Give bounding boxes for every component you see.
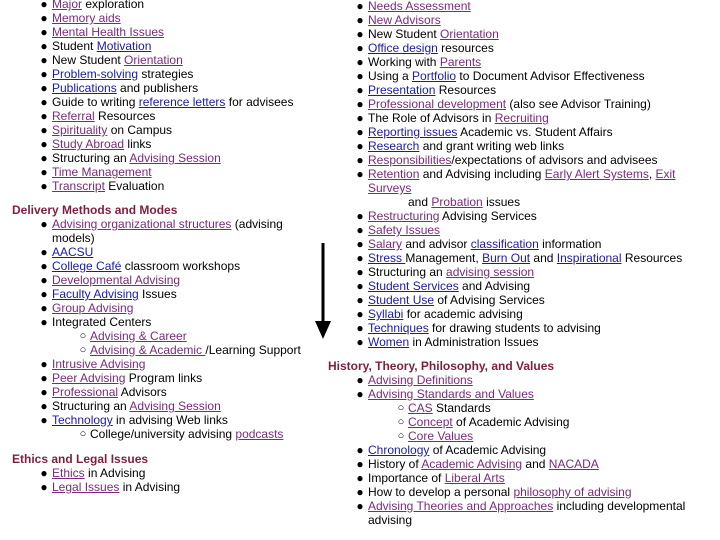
item-text: classroom workshops bbox=[121, 259, 241, 273]
list-item bbox=[0, 343, 320, 357]
item-link[interactable]: Exit Surveys bbox=[368, 167, 676, 195]
item-link[interactable]: Advising & Career bbox=[90, 329, 187, 343]
bullet-disc-icon: ● bbox=[40, 137, 48, 151]
item-link[interactable]: Concept bbox=[408, 415, 453, 429]
list-item bbox=[328, 111, 720, 125]
item-link[interactable]: Professional bbox=[52, 385, 119, 399]
item-text: on Campus bbox=[107, 123, 173, 137]
bullet-disc-icon: ● bbox=[40, 315, 48, 329]
list-item bbox=[328, 237, 720, 251]
item-text: Using a bbox=[368, 69, 413, 83]
list-item bbox=[0, 0, 320, 11]
right-list-d bbox=[328, 443, 720, 527]
item-text: links bbox=[124, 137, 152, 151]
list-item bbox=[0, 480, 320, 494]
bullet-disc-icon: ● bbox=[356, 373, 364, 387]
bullet-disc-icon: ● bbox=[356, 251, 364, 265]
list-item bbox=[0, 427, 320, 441]
item-link[interactable]: Student Use bbox=[368, 293, 435, 307]
left-list-a bbox=[0, 0, 320, 193]
down-arrow-icon bbox=[314, 243, 332, 341]
item-text: in Advising bbox=[119, 480, 181, 494]
list-item bbox=[328, 251, 720, 265]
item-link[interactable]: Advising & Academic bbox=[90, 343, 206, 357]
right-column bbox=[328, 0, 720, 527]
list-item bbox=[0, 67, 320, 81]
item-link[interactable]: NACADA bbox=[548, 457, 599, 471]
item-text: Working with bbox=[368, 55, 440, 69]
list-item bbox=[328, 167, 708, 195]
bullet-disc-icon: ● bbox=[40, 109, 48, 123]
left-column bbox=[0, 0, 320, 494]
bullet-disc-icon: ● bbox=[356, 293, 364, 307]
bullet-disc-icon: ● bbox=[40, 217, 48, 231]
item-text: (also see Advisor Training) bbox=[506, 97, 651, 111]
item-text: in advising Web links bbox=[112, 413, 228, 427]
list-item bbox=[0, 53, 320, 67]
bullet-disc-icon: ● bbox=[356, 0, 364, 13]
item-text: including developmental advising bbox=[368, 499, 686, 527]
item-link[interactable]: Portfolio bbox=[412, 69, 457, 83]
bullet-disc-icon: ● bbox=[356, 471, 364, 485]
item-link[interactable]: Orientation bbox=[440, 27, 499, 41]
item-text: Resources bbox=[621, 251, 683, 265]
bullet-circle-icon: ○ bbox=[79, 330, 87, 342]
bullet-circle-icon: ○ bbox=[79, 428, 87, 440]
item-text: and Advising including bbox=[419, 167, 545, 181]
item-text: The Role of Advisors in bbox=[368, 111, 495, 125]
item-link[interactable]: CAS bbox=[408, 401, 433, 415]
item-link[interactable]: Faculty Advising bbox=[52, 287, 139, 301]
item-link[interactable]: Stress bbox=[368, 251, 406, 265]
left-list-d bbox=[0, 466, 320, 494]
list-item bbox=[328, 209, 720, 223]
list-item bbox=[0, 39, 320, 53]
bullet-disc-icon: ● bbox=[356, 223, 364, 237]
item-link[interactable]: Transcript bbox=[52, 179, 105, 193]
item-text: Advising Services bbox=[439, 209, 537, 223]
item-text: Program links bbox=[125, 371, 203, 385]
item-text: Integrated Centers bbox=[52, 315, 152, 329]
item-link[interactable]: Needs Assessment bbox=[368, 0, 471, 13]
item-link[interactable]: Academic Advising bbox=[421, 457, 523, 471]
bullet-disc-icon: ● bbox=[40, 480, 48, 494]
item-text: and advisor bbox=[402, 237, 471, 251]
bullet-disc-icon: ● bbox=[356, 55, 364, 69]
list-item bbox=[328, 69, 720, 83]
list-item bbox=[328, 471, 720, 485]
item-text: of Advising Services bbox=[434, 293, 545, 307]
list-item bbox=[328, 139, 720, 153]
item-link[interactable]: Orientation bbox=[124, 53, 183, 67]
item-link[interactable]: Professional development bbox=[368, 97, 507, 111]
item-text: New Student bbox=[368, 27, 441, 41]
bullet-disc-icon: ● bbox=[40, 11, 48, 25]
list-item bbox=[0, 25, 320, 39]
bullet-disc-icon: ● bbox=[356, 83, 364, 97]
item-text: of Academic Advising bbox=[429, 443, 547, 457]
item-text: to Document Advisor Effectiveness bbox=[456, 69, 645, 83]
list-item bbox=[0, 109, 320, 123]
bullet-circle-icon: ○ bbox=[397, 416, 405, 428]
item-text: /Learning Support bbox=[205, 343, 301, 357]
list-item bbox=[328, 415, 720, 429]
item-text: information bbox=[538, 237, 602, 251]
list-item bbox=[0, 11, 320, 25]
list-item bbox=[328, 373, 720, 387]
item-text: and bbox=[408, 195, 432, 209]
item-link[interactable]: Legal Issues bbox=[52, 480, 120, 494]
bullet-disc-icon: ● bbox=[356, 125, 364, 139]
item-text: Structuring an bbox=[368, 265, 447, 279]
list-item bbox=[0, 151, 320, 165]
item-text: Importance of bbox=[368, 471, 445, 485]
list-item bbox=[328, 97, 720, 111]
item-text: Management, bbox=[405, 251, 483, 265]
item-link[interactable]: Publications bbox=[52, 81, 117, 95]
item-text: Advisors bbox=[118, 385, 167, 399]
list-item bbox=[328, 443, 720, 457]
list-item bbox=[328, 0, 720, 13]
item-text: History of bbox=[368, 457, 422, 471]
item-link[interactable]: Early Alert Systems bbox=[544, 167, 649, 181]
bullet-disc-icon: ● bbox=[356, 209, 364, 223]
list-item bbox=[328, 499, 720, 527]
bullet-disc-icon: ● bbox=[40, 165, 48, 179]
bullet-disc-icon: ● bbox=[356, 153, 364, 167]
bullet-disc-icon: ● bbox=[40, 39, 48, 53]
list-item bbox=[0, 273, 320, 287]
list-item bbox=[0, 259, 320, 273]
item-text: Evaluation bbox=[104, 179, 165, 193]
item-text: for advisees bbox=[225, 95, 294, 109]
list-item bbox=[328, 307, 720, 321]
item-link[interactable]: Group Advising bbox=[52, 301, 134, 315]
item-link[interactable]: advising session bbox=[446, 265, 535, 279]
bullet-disc-icon: ● bbox=[356, 139, 364, 153]
item-link[interactable]: reference letters bbox=[138, 95, 226, 109]
item-link[interactable]: Parents bbox=[439, 55, 482, 69]
left-list-c-sub bbox=[0, 427, 320, 441]
item-text: and grant writing web links bbox=[419, 139, 565, 153]
list-item bbox=[0, 329, 320, 343]
item-link[interactable]: New Advisors bbox=[368, 13, 441, 27]
item-link[interactable]: Time Management bbox=[52, 165, 152, 179]
list-item bbox=[328, 83, 720, 97]
item-text: Resources bbox=[435, 83, 497, 97]
item-link[interactable]: Peer Advising bbox=[52, 371, 126, 385]
item-text: of Academic Advising bbox=[452, 415, 570, 429]
item-text: College/university advising bbox=[90, 427, 236, 441]
list-item bbox=[328, 223, 720, 237]
item-text: , bbox=[648, 167, 656, 181]
item-text: for academic advising bbox=[403, 307, 523, 321]
list-item bbox=[0, 301, 320, 315]
right-list-b bbox=[328, 209, 720, 349]
bullet-disc-icon: ● bbox=[40, 371, 48, 385]
list-item bbox=[0, 217, 297, 245]
item-text: and Advising bbox=[458, 279, 531, 293]
item-link[interactable]: classification bbox=[470, 237, 539, 251]
bullet-disc-icon: ● bbox=[356, 69, 364, 83]
item-link[interactable]: Chronology bbox=[368, 443, 430, 457]
item-text: Standards bbox=[432, 401, 491, 415]
list-item bbox=[328, 457, 720, 471]
item-text: and bbox=[530, 251, 557, 265]
bullet-disc-icon: ● bbox=[40, 399, 48, 413]
bullet-disc-icon: ● bbox=[356, 41, 364, 55]
bullet-disc-icon: ● bbox=[40, 357, 48, 371]
item-text: Guide to writing bbox=[52, 95, 139, 109]
item-link[interactable]: Spirituality bbox=[52, 123, 108, 137]
item-text: How to develop a personal bbox=[368, 485, 514, 499]
item-text: Structuring an bbox=[52, 151, 130, 165]
bullet-disc-icon: ● bbox=[356, 27, 364, 41]
heading-delivery-methods: Delivery Methods and Modes bbox=[12, 203, 178, 217]
left-list-b-sub bbox=[0, 329, 320, 357]
bullet-disc-icon: ● bbox=[40, 413, 48, 427]
item-link[interactable]: Advising Session bbox=[129, 151, 221, 165]
list-item bbox=[0, 137, 320, 151]
item-link[interactable]: Research bbox=[368, 139, 420, 153]
bullet-disc-icon: ● bbox=[40, 25, 48, 39]
item-link[interactable]: Ethics bbox=[52, 466, 85, 480]
item-link[interactable]: Safety Issues bbox=[368, 223, 441, 237]
list-item bbox=[328, 125, 720, 139]
right-list-a bbox=[328, 0, 720, 195]
bullet-disc-icon: ● bbox=[40, 151, 48, 165]
item-link[interactable]: Study Abroad bbox=[52, 137, 125, 151]
bullet-disc-icon: ● bbox=[356, 237, 364, 251]
item-link[interactable]: Memory aids bbox=[52, 11, 121, 25]
list-item bbox=[328, 335, 720, 349]
list-item bbox=[0, 466, 320, 480]
item-text: New Student bbox=[52, 53, 125, 67]
item-link[interactable]: AACSU bbox=[52, 245, 94, 259]
item-link[interactable]: Advising Theories and Approaches bbox=[368, 499, 554, 513]
bullet-circle-icon: ○ bbox=[79, 344, 87, 356]
list-item bbox=[0, 357, 320, 371]
bullet-disc-icon: ● bbox=[356, 499, 364, 513]
bullet-disc-icon: ● bbox=[356, 111, 364, 125]
heading-history-theory: History, Theory, Philosophy, and Values bbox=[328, 359, 555, 373]
bullet-disc-icon: ● bbox=[356, 265, 364, 279]
left-list-c bbox=[0, 357, 320, 427]
list-item bbox=[328, 153, 720, 167]
item-link[interactable]: Reporting issues bbox=[368, 125, 458, 139]
bullet-disc-icon: ● bbox=[40, 259, 48, 273]
item-text: resources bbox=[437, 41, 494, 55]
item-link[interactable]: Developmental Advising bbox=[52, 273, 181, 287]
item-link[interactable]: College Café bbox=[52, 259, 122, 273]
list-item bbox=[328, 321, 720, 335]
list-item bbox=[0, 315, 320, 329]
list-item bbox=[328, 265, 720, 279]
bullet-circle-icon: ○ bbox=[397, 402, 405, 414]
bullet-disc-icon: ● bbox=[356, 279, 364, 293]
bullet-disc-icon: ● bbox=[40, 301, 48, 315]
list-item bbox=[328, 401, 720, 415]
item-link[interactable]: Retention bbox=[368, 167, 420, 181]
bullet-disc-icon: ● bbox=[356, 335, 364, 349]
item-link[interactable]: Liberal Arts bbox=[444, 471, 505, 485]
item-link[interactable]: Technology bbox=[52, 413, 113, 427]
item-link[interactable]: Syllabi bbox=[368, 307, 404, 321]
item-link[interactable]: Salary bbox=[368, 237, 403, 251]
bullet-disc-icon: ● bbox=[356, 97, 364, 111]
item-link[interactable]: Recruiting bbox=[494, 111, 549, 125]
bullet-disc-icon: ● bbox=[40, 0, 48, 11]
left-list-b bbox=[0, 217, 320, 329]
item-text: Resources bbox=[94, 109, 156, 123]
right-list-c bbox=[328, 373, 720, 401]
item-link[interactable]: Techniques bbox=[368, 321, 429, 335]
item-text: Issues bbox=[138, 287, 177, 301]
list-item bbox=[0, 123, 320, 137]
bullet-disc-icon: ● bbox=[356, 387, 364, 401]
item-link[interactable]: Mental Health Issues bbox=[52, 25, 165, 39]
list-item bbox=[328, 387, 720, 401]
item-link[interactable]: Student Services bbox=[368, 279, 459, 293]
item-text: Academic vs. Student Affairs bbox=[457, 125, 613, 139]
bullet-disc-icon: ● bbox=[40, 95, 48, 109]
item-link[interactable]: Major bbox=[52, 0, 83, 11]
item-link[interactable]: Advising Session bbox=[129, 399, 221, 413]
bullet-disc-icon: ● bbox=[356, 485, 364, 499]
bullet-disc-icon: ● bbox=[40, 179, 48, 193]
item-link[interactable]: Referral bbox=[52, 109, 95, 123]
item-link[interactable]: podcasts bbox=[235, 427, 284, 441]
right-list-c-sub bbox=[328, 401, 720, 443]
bullet-disc-icon: ● bbox=[40, 273, 48, 287]
bullet-disc-icon: ● bbox=[356, 321, 364, 335]
item-link[interactable]: Advising organizational structures bbox=[52, 217, 232, 231]
item-text: /expectations of advisors and advisees bbox=[451, 153, 658, 167]
item-link[interactable]: Burn Out bbox=[482, 251, 531, 265]
item-link[interactable]: Responsibilities bbox=[368, 153, 452, 167]
item-link[interactable]: Motivation bbox=[96, 39, 152, 53]
list-item bbox=[0, 399, 320, 413]
item-text: for drawing students to advising bbox=[428, 321, 601, 335]
list-item bbox=[0, 179, 320, 193]
bullet-disc-icon: ● bbox=[40, 67, 48, 81]
list-item bbox=[0, 371, 320, 385]
item-text: and publishers bbox=[116, 81, 199, 95]
list-item bbox=[0, 287, 320, 301]
bullet-disc-icon: ● bbox=[356, 457, 364, 471]
item-link[interactable]: Core Values bbox=[408, 429, 474, 443]
item-link[interactable]: Intrusive Advising bbox=[52, 357, 146, 371]
list-item bbox=[0, 165, 320, 179]
item-link[interactable]: Restructuring bbox=[368, 209, 440, 223]
item-text: Structuring an bbox=[52, 399, 130, 413]
list-item bbox=[328, 279, 720, 293]
item-text: (advising models) bbox=[52, 217, 283, 245]
list-item bbox=[328, 293, 720, 307]
item-link[interactable]: Advising Standards and Values bbox=[368, 387, 534, 401]
item-link[interactable]: Problem-solving bbox=[52, 67, 139, 81]
bullet-circle-icon: ○ bbox=[397, 430, 405, 442]
list-item bbox=[328, 13, 720, 27]
item-text: issues bbox=[482, 195, 521, 209]
bullet-disc-icon: ● bbox=[356, 167, 364, 181]
item-text: strategies bbox=[138, 67, 194, 81]
item-text: exploration bbox=[82, 0, 145, 11]
bullet-disc-icon: ● bbox=[40, 53, 48, 67]
list-item bbox=[0, 385, 320, 399]
bullet-disc-icon: ● bbox=[40, 123, 48, 137]
item-link[interactable]: Presentation bbox=[368, 83, 436, 97]
item-text: in Advising bbox=[84, 466, 146, 480]
item-link[interactable]: Inspirational bbox=[556, 251, 622, 265]
item-text: in Administration Issues bbox=[409, 335, 539, 349]
list-item bbox=[328, 27, 720, 41]
item-link[interactable]: Women bbox=[368, 335, 410, 349]
list-item bbox=[0, 95, 320, 109]
bullet-disc-icon: ● bbox=[40, 245, 48, 259]
list-item bbox=[0, 413, 320, 427]
bullet-disc-icon: ● bbox=[40, 287, 48, 301]
item-link[interactable]: Advising Definitions bbox=[368, 373, 473, 387]
bullet-disc-icon: ● bbox=[40, 81, 48, 95]
list-item bbox=[328, 429, 720, 443]
bullet-disc-icon: ● bbox=[356, 307, 364, 321]
list-item bbox=[328, 485, 720, 499]
list-item bbox=[328, 55, 720, 69]
item-link[interactable]: Office design bbox=[368, 41, 438, 55]
bullet-disc-icon: ● bbox=[40, 466, 48, 480]
item-link[interactable]: Probation bbox=[431, 195, 483, 209]
heading-ethics-legal: Ethics and Legal Issues bbox=[12, 452, 149, 466]
bullet-disc-icon: ● bbox=[40, 385, 48, 399]
item-text: and bbox=[522, 457, 549, 471]
item-text: Student bbox=[52, 39, 97, 53]
list-item bbox=[0, 81, 320, 95]
list-item bbox=[328, 41, 720, 55]
probation-line bbox=[328, 195, 720, 209]
item-link[interactable]: philosophy of advising bbox=[513, 485, 632, 499]
bullet-disc-icon: ● bbox=[356, 13, 364, 27]
bullet-disc-icon: ● bbox=[356, 443, 364, 457]
list-item bbox=[0, 245, 320, 259]
